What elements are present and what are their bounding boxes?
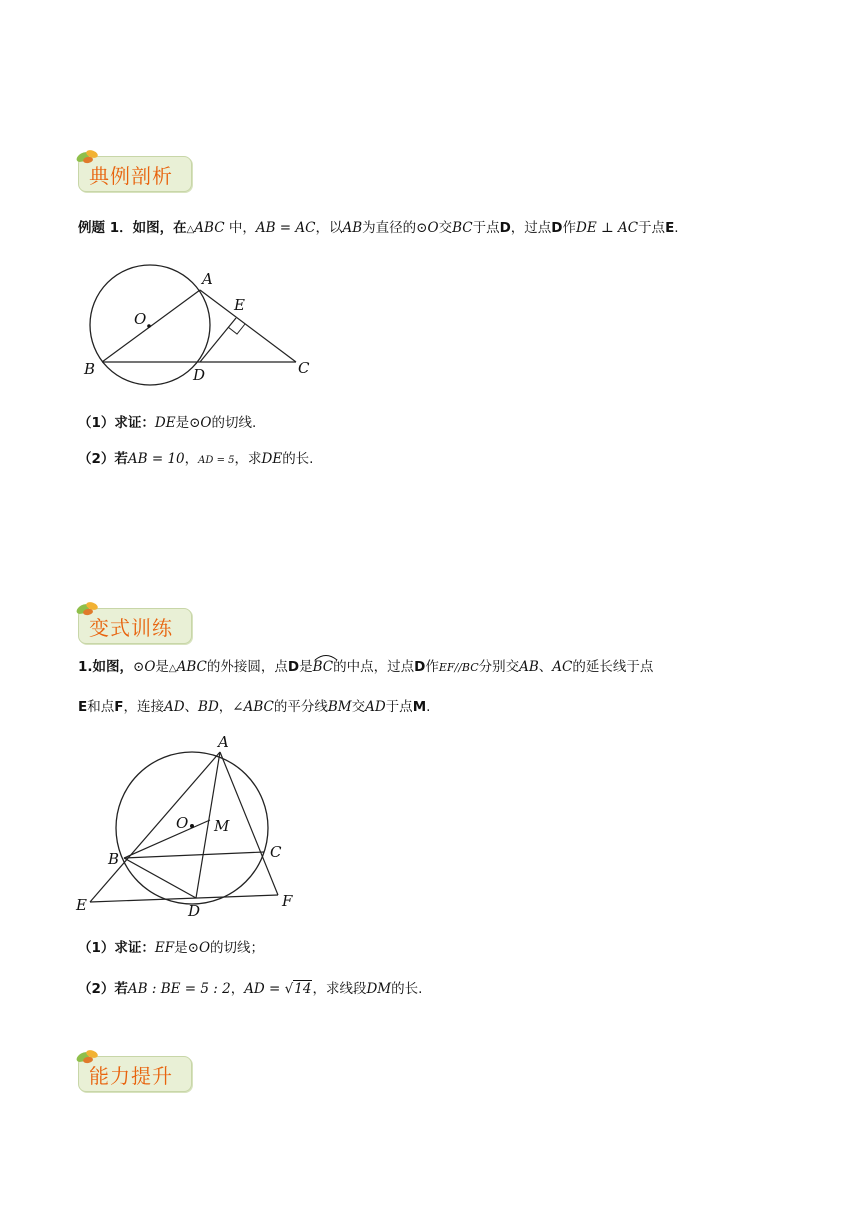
section-header-improve (78, 1056, 192, 1092)
variant-1-question-1: （1）求证：EF是⊙O的切线； (78, 940, 265, 956)
segment-bc (124, 852, 264, 858)
example-1-figure (80, 260, 330, 390)
label-b: B (108, 850, 120, 868)
variant-1-question-2: （2）若AB : BE = 5 : 2，AD = √14，求线段DM的长. (78, 981, 423, 997)
segment-ab (102, 290, 200, 362)
sqrt-symbol: √ (284, 981, 294, 997)
example-1-question-2: （2）若AB = 10，AD = 5，求DE的长. (78, 451, 314, 467)
section-title: 典例剖析 (89, 164, 173, 188)
variant-1-statement-line-1: 1.如图，⊙O是△ABC的外接圆，点D是 BC的中点，过点D作EF//BC分别交AB、AC的延长线于点 (78, 657, 653, 679)
label-e: E (76, 896, 87, 914)
section-header-variant (78, 608, 192, 644)
label-e: E (234, 296, 245, 314)
arc-mark-icon (313, 653, 339, 661)
segment-de (200, 318, 236, 362)
label-d: D (188, 902, 201, 920)
label-d: D (193, 366, 206, 384)
label-o: O (134, 310, 147, 328)
label-o: O (176, 814, 189, 832)
center-point (147, 324, 151, 328)
variant-1-statement-line-2: E和点F，连接AD、BD，∠ABC的平分线BM交AD于点M. (78, 699, 431, 715)
example-1-question-1: （1）求证：DE是⊙O的切线. (78, 415, 257, 431)
center-point (190, 824, 194, 828)
label-c: C (298, 359, 310, 377)
segment-bm (124, 820, 210, 858)
segment-ae (90, 752, 220, 902)
section-title: 变式训练 (89, 616, 173, 640)
segment-ac (200, 290, 296, 362)
segment-ef (90, 895, 278, 902)
label-m: M (214, 817, 230, 835)
label-a: A (202, 270, 213, 288)
example-1-statement: 例题 1．如图，在△ABC 中，AB = AC，以AB为直径的⊙O交BC于点D，过点D作DE ⊥ AC于点E. (78, 220, 679, 236)
label-c: C (270, 843, 282, 861)
variant-1-figure (72, 730, 304, 920)
label-b: B (84, 360, 96, 378)
section-header-example (78, 156, 192, 192)
arc-bc: BC (313, 657, 334, 677)
label-a: A (218, 733, 229, 751)
section-title: 能力提升 (89, 1064, 173, 1088)
label-f: F (282, 892, 293, 910)
